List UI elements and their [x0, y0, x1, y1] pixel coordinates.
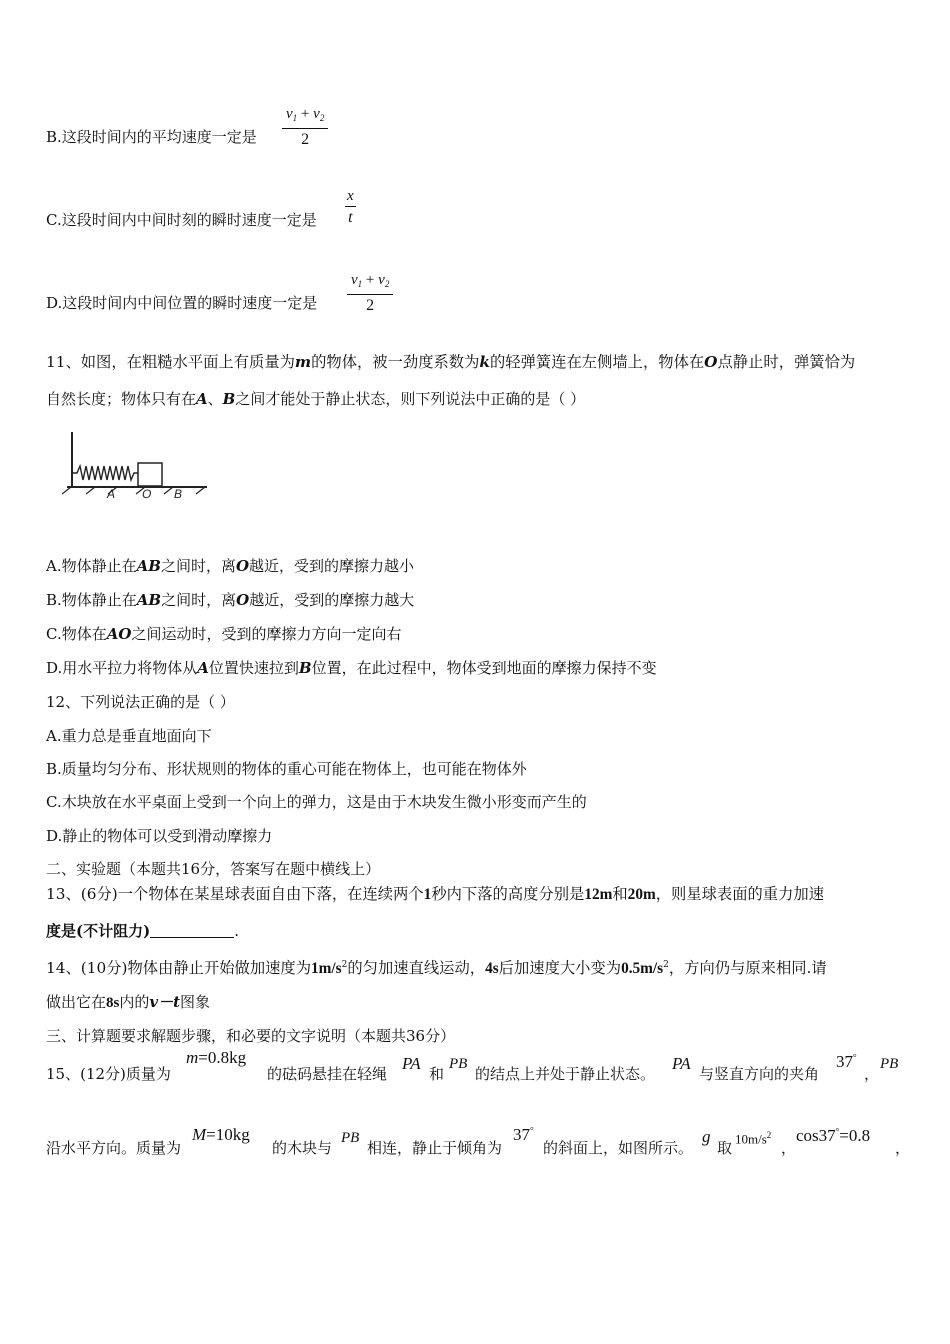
q15-line1-b: 的砝码悬挂在轻绳 [267, 1065, 388, 1083]
q11-option-a: A.物体静止在AB之间时，离O越近，受到的摩擦力越小 [46, 557, 415, 575]
q15-mass-M: M=10kg [192, 1125, 250, 1144]
block [138, 463, 162, 486]
q14-line1: 14、(10分)物体由静止开始做加速度为$1m/s^2$的匀加速直线运动，4s后加速度大小变为$0.5m/s^2$，方向仍与原来相同.请 [46, 959, 827, 978]
q15-line1-e: 与竖直方向的夹角 [699, 1065, 820, 1083]
q13-line1: 13、(6分)一个物体在某星球表面自由下落，在连续两个1秒内下落的高度分别是12m和20m，则星球表面的重力加速 [46, 885, 824, 903]
q15-cos: cos37°=0.8 [796, 1126, 871, 1145]
q11-option-b: B.物体静止在AB之间时，离O越近，受到的摩擦力越大 [46, 591, 415, 609]
q12-option-b: B.质量均匀分布、形状规则的物体的重心可能在物体上，也可能在物体外 [46, 760, 527, 778]
answer-blank[interactable] [150, 923, 234, 938]
q15-comma-1: ， [864, 1065, 880, 1083]
label-a: A [107, 487, 116, 501]
spring-block-figure [55, 428, 215, 503]
spring-coil [72, 466, 138, 480]
q11-stem-line2: 自然长度；物体只有在A、B之间才能处于静止状态，则下列说法中正确的是（ ） [46, 390, 586, 408]
q15-line1-c: 和 [429, 1065, 445, 1083]
section-2-heading: 二、实验题（本题共16分，答案写在题中横线上） [46, 860, 381, 878]
q15-pa-2: PA [672, 1054, 691, 1073]
q12-option-d: D.静止的物体可以受到滑动摩擦力 [46, 827, 273, 845]
q14-line2: 做出它在8s内的v－t图象 [46, 993, 211, 1011]
q15-line2-a: 沿水平方向。质量为 [46, 1139, 182, 1157]
q15-line1-a: 15、(12分)质量为 [46, 1065, 171, 1083]
q15-angle-2: 37° [513, 1125, 534, 1144]
q12-option-c: C.木块放在水平桌面上受到一个向上的弹力，这是由于木块发生微小形变而产生的 [46, 793, 587, 811]
q15-line2-c: 相连，静止于倾角为 [367, 1139, 503, 1157]
fraction-mid-position-velocity: $\frac{v_1 + v_2}{2}$ [347, 270, 393, 317]
q15-line1-d: 的结点上并处于静止状态。 [475, 1065, 656, 1083]
q15-mass-m: m=0.8kg [186, 1048, 247, 1067]
q15-angle-1: 37° [836, 1052, 857, 1071]
q15-pa-1: PA [402, 1054, 421, 1073]
q15-pb-3: PB [341, 1130, 360, 1146]
label-o: O [142, 487, 152, 501]
option-d-text: D.这段时间内中间位置的瞬时速度一定是 [46, 294, 318, 312]
q11-option-c: C.物体在AO之间运动时，受到的摩擦力方向一定向右 [46, 625, 402, 643]
q15-pb-2: PB [880, 1056, 899, 1072]
q15-take: 取 [717, 1139, 733, 1157]
q15-pb-1: PB [449, 1056, 468, 1072]
option-b-text: B.这段时间内的平均速度一定是 [46, 128, 257, 146]
q11-stem-line1: 11、如图，在粗糙水平面上有质量为m的物体，被一劲度系数为k的轻弹簧连在左侧墙上，物体在O点静止时，弹簧恰为 [46, 353, 856, 371]
q11-option-d: D.用水平拉力将物体从A位置快速拉到B位置，在此过程中，物体受到地面的摩擦力保持不变 [46, 659, 657, 677]
section-3-heading: 三、计算题要求解题步骤，和必要的文字说明（本题共36分） [46, 1027, 456, 1045]
fraction-mean-velocity: $\frac{v_1 + v_2}{2}$ [282, 104, 328, 151]
q12-stem: 12、下列说法正确的是（ ） [46, 693, 235, 711]
q13-line2: 度是(不计阻力) . [46, 922, 239, 940]
q15-line2-b: 的木块与 [272, 1139, 333, 1157]
q12-option-a: A.重力总是垂直地面向下 [46, 727, 212, 745]
q15-g: g [702, 1127, 711, 1146]
q15-comma-2: ， [781, 1139, 797, 1157]
q15-comma-3: ， [895, 1139, 911, 1157]
option-c-text: C.这段时间内中间时刻的瞬时速度一定是 [46, 211, 317, 229]
fraction-x-over-t: $\frac{x}{t}$ [347, 188, 354, 226]
ground-hatch [62, 487, 205, 494]
q15-g-value: $10m/s^2$ [735, 1130, 772, 1147]
q15-line2-d: 的斜面上，如图所示。 [543, 1139, 694, 1157]
label-b: B [174, 487, 183, 501]
